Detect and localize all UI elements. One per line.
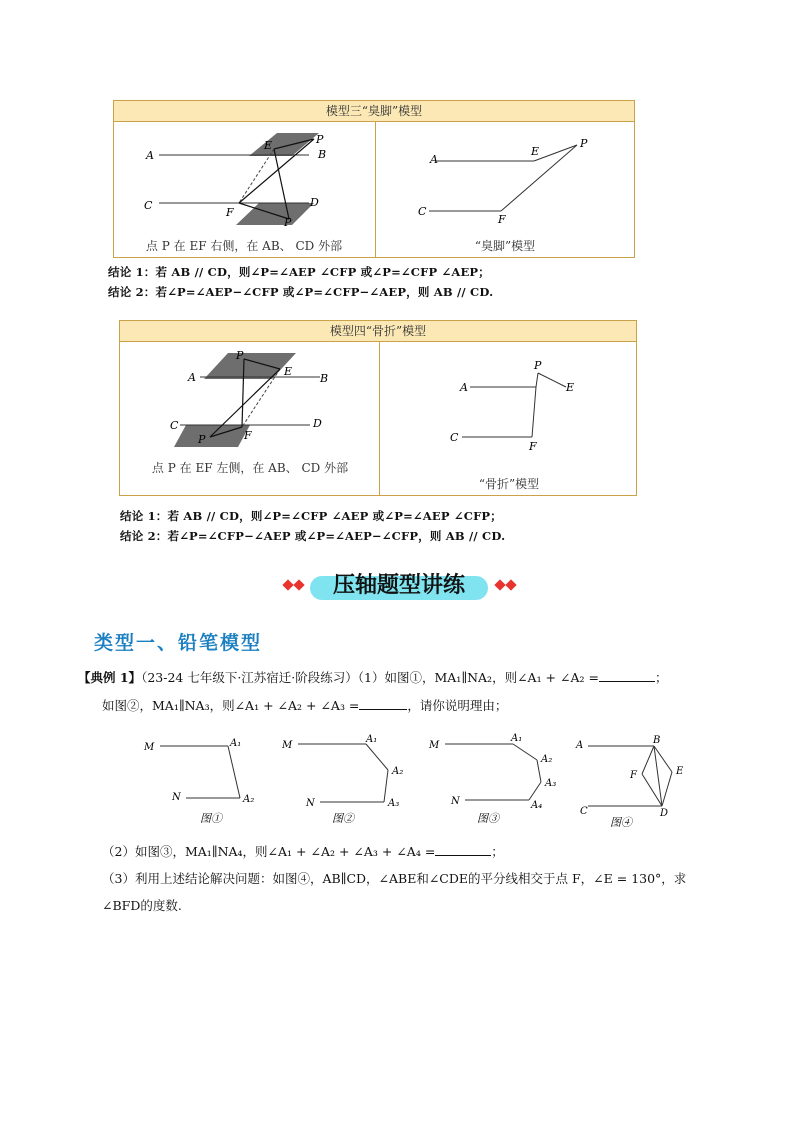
svg-text:B: B: [653, 735, 661, 746]
label-a: A: [146, 149, 154, 162]
model3-conclusion-1: 结论 1：若 AB // CD，则∠P=∠AEP ∠CFP 或∠P=∠CFP ∠AEP；: [108, 265, 490, 279]
svg-text:A: A: [460, 381, 468, 394]
svg-text:N: N: [451, 796, 460, 807]
svg-text:A: A: [188, 371, 196, 384]
shaded-plane-top: [204, 353, 296, 379]
diamond-right-1: [494, 579, 505, 590]
model3-right-caption: “臭脚”模型: [474, 239, 536, 253]
model3-conclusion-2: 结论 2：若∠P=∠AEP−∠CFP 或∠P=∠CFP−∠AEP，则 AB // CD.: [108, 285, 494, 299]
svg-text:P: P: [198, 433, 206, 446]
answer-blank-1[interactable]: [599, 669, 655, 682]
fig1-caption: 图①: [200, 812, 222, 825]
question-1a: （1）如图①，MA₁∥NA₂，则∠A₁ + ∠A₂ =: [357, 670, 599, 685]
question-2: （2）如图③，MA₁∥NA₄，则∠A₁ + ∠A₂ + ∠A₃ + ∠A₄ =: [102, 844, 436, 859]
label-c: C: [144, 199, 153, 212]
label-p-top: P: [316, 133, 324, 146]
answer-blank-2[interactable]: [359, 697, 407, 710]
svg-text:A₂: A₂: [541, 754, 553, 765]
example-tag: 【典例 1】: [78, 670, 142, 685]
diamond-left-2: [293, 579, 304, 590]
fig1-label-a1: A₁: [230, 738, 242, 749]
model4-conclusion-1: 结论 1：若 AB // CD，则∠P=∠CFP ∠AEP 或∠P=∠AEP ∠CFP；: [120, 509, 502, 523]
section-banner: [310, 572, 488, 600]
question-2-line: （2）如图③，MA₁∥NA₄，则∠A₁ + ∠A₂ + ∠A₃ + ∠A₄ = ；: [102, 844, 504, 859]
question-1b: 如图②，MA₁∥NA₃，则∠A₁ + ∠A₂ + ∠A₃ =: [102, 698, 360, 713]
label-f: F: [226, 206, 234, 219]
figure-2: [280, 730, 410, 828]
svg-text:C: C: [418, 205, 427, 218]
svg-text:N: N: [306, 798, 315, 809]
model4-title: 模型四“骨折”模型: [120, 321, 636, 342]
label-e: E: [264, 139, 273, 152]
svg-text:A₃: A₃: [545, 778, 557, 789]
example-source: （23-24 七年级下·江苏宿迁·阶段练习）: [141, 670, 358, 685]
fig1-label-n: N: [172, 792, 181, 803]
model4-conclusion-2: 结论 2：若∠P=∠CFP−∠AEP 或∠P=∠AEP−∠CFP，则 AB // CD.: [120, 529, 506, 543]
shaded-plane-top: [249, 133, 319, 156]
model4-left-caption: 点 P 在 EF 左侧，在 AB、 CD 外部: [151, 461, 349, 475]
banner-title: 压轴题型讲练: [332, 573, 465, 598]
model3-right-figure: [414, 129, 614, 229]
svg-text:D: D: [660, 808, 669, 819]
label-d: D: [310, 196, 319, 209]
line-ef-dashed: [239, 149, 274, 203]
fig4-caption: 图④: [610, 816, 632, 829]
svg-text:A₁: A₁: [511, 733, 523, 744]
model3-left-figure: [144, 123, 344, 233]
svg-text:F: F: [498, 213, 506, 226]
fig1-label-a2: A₂: [243, 794, 255, 805]
svg-text:A₂: A₂: [392, 766, 404, 777]
svg-text:B: B: [320, 372, 329, 385]
figure-4: [572, 730, 702, 830]
model3-title: 模型三“臭脚”模型: [114, 101, 634, 122]
model4-right-caption: “骨折”模型: [478, 477, 540, 491]
svg-text:C: C: [170, 419, 179, 432]
type-heading: 类型一、铅笔模型: [94, 632, 263, 654]
svg-text:C: C: [580, 806, 588, 817]
svg-text:A: A: [576, 740, 584, 751]
fig2-caption: 图②: [332, 812, 354, 825]
svg-text:E: E: [531, 145, 540, 158]
model3-left-caption: 点 P 在 EF 右侧，在 AB、 CD 外部: [145, 239, 343, 253]
model4-table: [119, 320, 637, 496]
svg-text:C: C: [450, 431, 459, 444]
diamond-right-2: [505, 579, 516, 590]
svg-text:M: M: [282, 740, 293, 751]
fig1-label-m: M: [144, 742, 155, 753]
svg-text:A₄: A₄: [531, 800, 543, 811]
svg-text:F: F: [244, 429, 252, 442]
svg-text:P: P: [534, 359, 542, 372]
svg-text:A₃: A₃: [388, 798, 400, 809]
answer-blank-3[interactable]: [435, 843, 491, 856]
svg-text:F: F: [630, 770, 637, 781]
model4-left-figure: [160, 347, 360, 459]
svg-text:P: P: [580, 137, 588, 150]
model4-right-figure: [440, 355, 590, 455]
example-line-1: 【典例 1】（23-24 七年级下·江苏宿迁·阶段练习）（1）如图①，MA₁∥NA₂，则∠A₁ + ∠A₂ = ；: [78, 670, 668, 685]
svg-text:P: P: [236, 349, 244, 362]
label-b: B: [318, 148, 327, 161]
figure-1: [140, 732, 270, 828]
question-3-line-2: ∠BFD的度数.: [102, 898, 182, 913]
question-3-line-1: （3）利用上述结论解决问题：如图④，AB∥CD，∠ABE和∠CDE的平分线相交于点 F，∠E = 130°，求: [102, 871, 687, 886]
diamond-left-1: [282, 579, 293, 590]
svg-text:A: A: [430, 153, 438, 166]
svg-text:E: E: [676, 766, 684, 777]
label-p-bottom: P: [284, 216, 292, 229]
fig3-caption: 图③: [477, 812, 499, 825]
example-line-2: 如图②，MA₁∥NA₃，则∠A₁ + ∠A₂ + ∠A₃ = ，请你说明理由；: [102, 698, 508, 713]
svg-text:F: F: [529, 440, 537, 453]
svg-text:E: E: [284, 365, 293, 378]
figure-3: [425, 728, 565, 828]
svg-text:D: D: [313, 417, 322, 430]
model3-table: [113, 100, 635, 258]
svg-text:M: M: [429, 740, 440, 751]
svg-text:E: E: [566, 381, 575, 394]
model4-divider: [379, 341, 380, 495]
svg-text:A₁: A₁: [366, 734, 378, 745]
